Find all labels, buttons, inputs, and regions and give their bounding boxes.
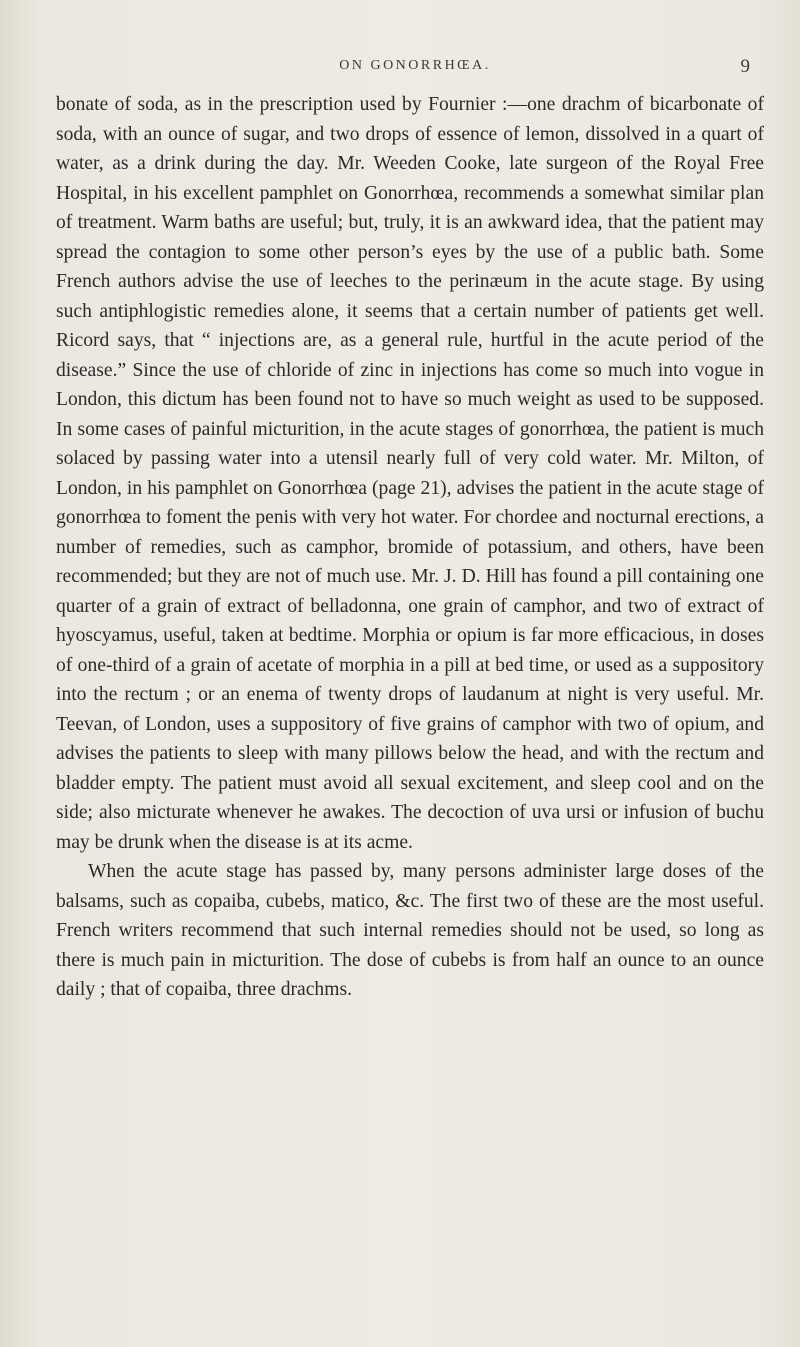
running-title: ON GONORRHŒA. [339, 58, 491, 73]
page-number: 9 [740, 56, 750, 77]
running-head [0, 58, 800, 82]
paragraph-continued: bonate of soda, as in the prescription used by Fournier :—one drachm of bicarbonate of soda, with an ounce of sugar, and two drops of essence of lemon, dissolved in a quart of water, as a drink during the day. Mr. Weeden Cooke, late surgeon of the Royal Free Hospital, in his excellent pamphlet on Gonorrhœa, recommends a somewhat similar plan of treatment. Warm baths are useful; but, truly, it is an awkward idea, that the patient may spread the contagion to some other person’s eyes by the use of a public bath. Some French authors advise the use of leeches to the perinæum in the acute stage. By using such antiphlogistic remedies alone, it seems that a certain number of patients get well. Ricord says, that “ injections are, as a general rule, hurtful in the acute period of the disease.” Since the use of chloride of zinc in injections has come so much into vogue in London, this dictum has been found not to have so much weight as used to be supposed. In some cases of painful micturition, in the acute stages of gonorrhœa, the patient is much solaced by passing water into a utensil nearly full of very cold water. Mr. Milton, of London, in his pamphlet on Gonorrhœa (page 21), advises the patient in the acute stage of gonorrhœa to foment the penis with very hot water. For chordee and nocturnal erections, a number of remedies, such as camphor, bromide of potassium, and others, have been recommended; but they are not of much use. Mr. J. D. Hill has found a pill containing one quarter of a grain of extract of belladonna, one grain of camphor, and two of extract of hyoscyamus, useful, taken at bedtime. Morphia or opium is far more efficacious, in doses of one-third of a grain of acetate of morphia in a pill at bed time, or used as a suppository into the rectum ; or an enema of twenty drops of laudanum at night is very useful. Mr. Teevan, of London, uses a suppository of five grains of camphor with two of opium, and advises the patients to sleep with many pillows below the head, and with the rectum and bladder empty. The patient must avoid all sexual excitement, and sleep cool and on the side; also micturate whenever he awakes. The decoction of uva ursi or infusion of buchu may be drunk when the disease is at its acme. [56, 94, 764, 853]
body-text [56, 90, 764, 1005]
paragraph-chronic-stage: When the acute stage has passed by, many persons administer large doses of the balsams, such as copaiba, cubebs, matico, &c. The first two of these are the most useful. French writers recommend that such internal remedies should not be used, so long as there is much pain in micturition. The dose of cubebs is from half an ounce to an ounce daily ; that of copaiba, three drachms. [56, 861, 764, 1000]
